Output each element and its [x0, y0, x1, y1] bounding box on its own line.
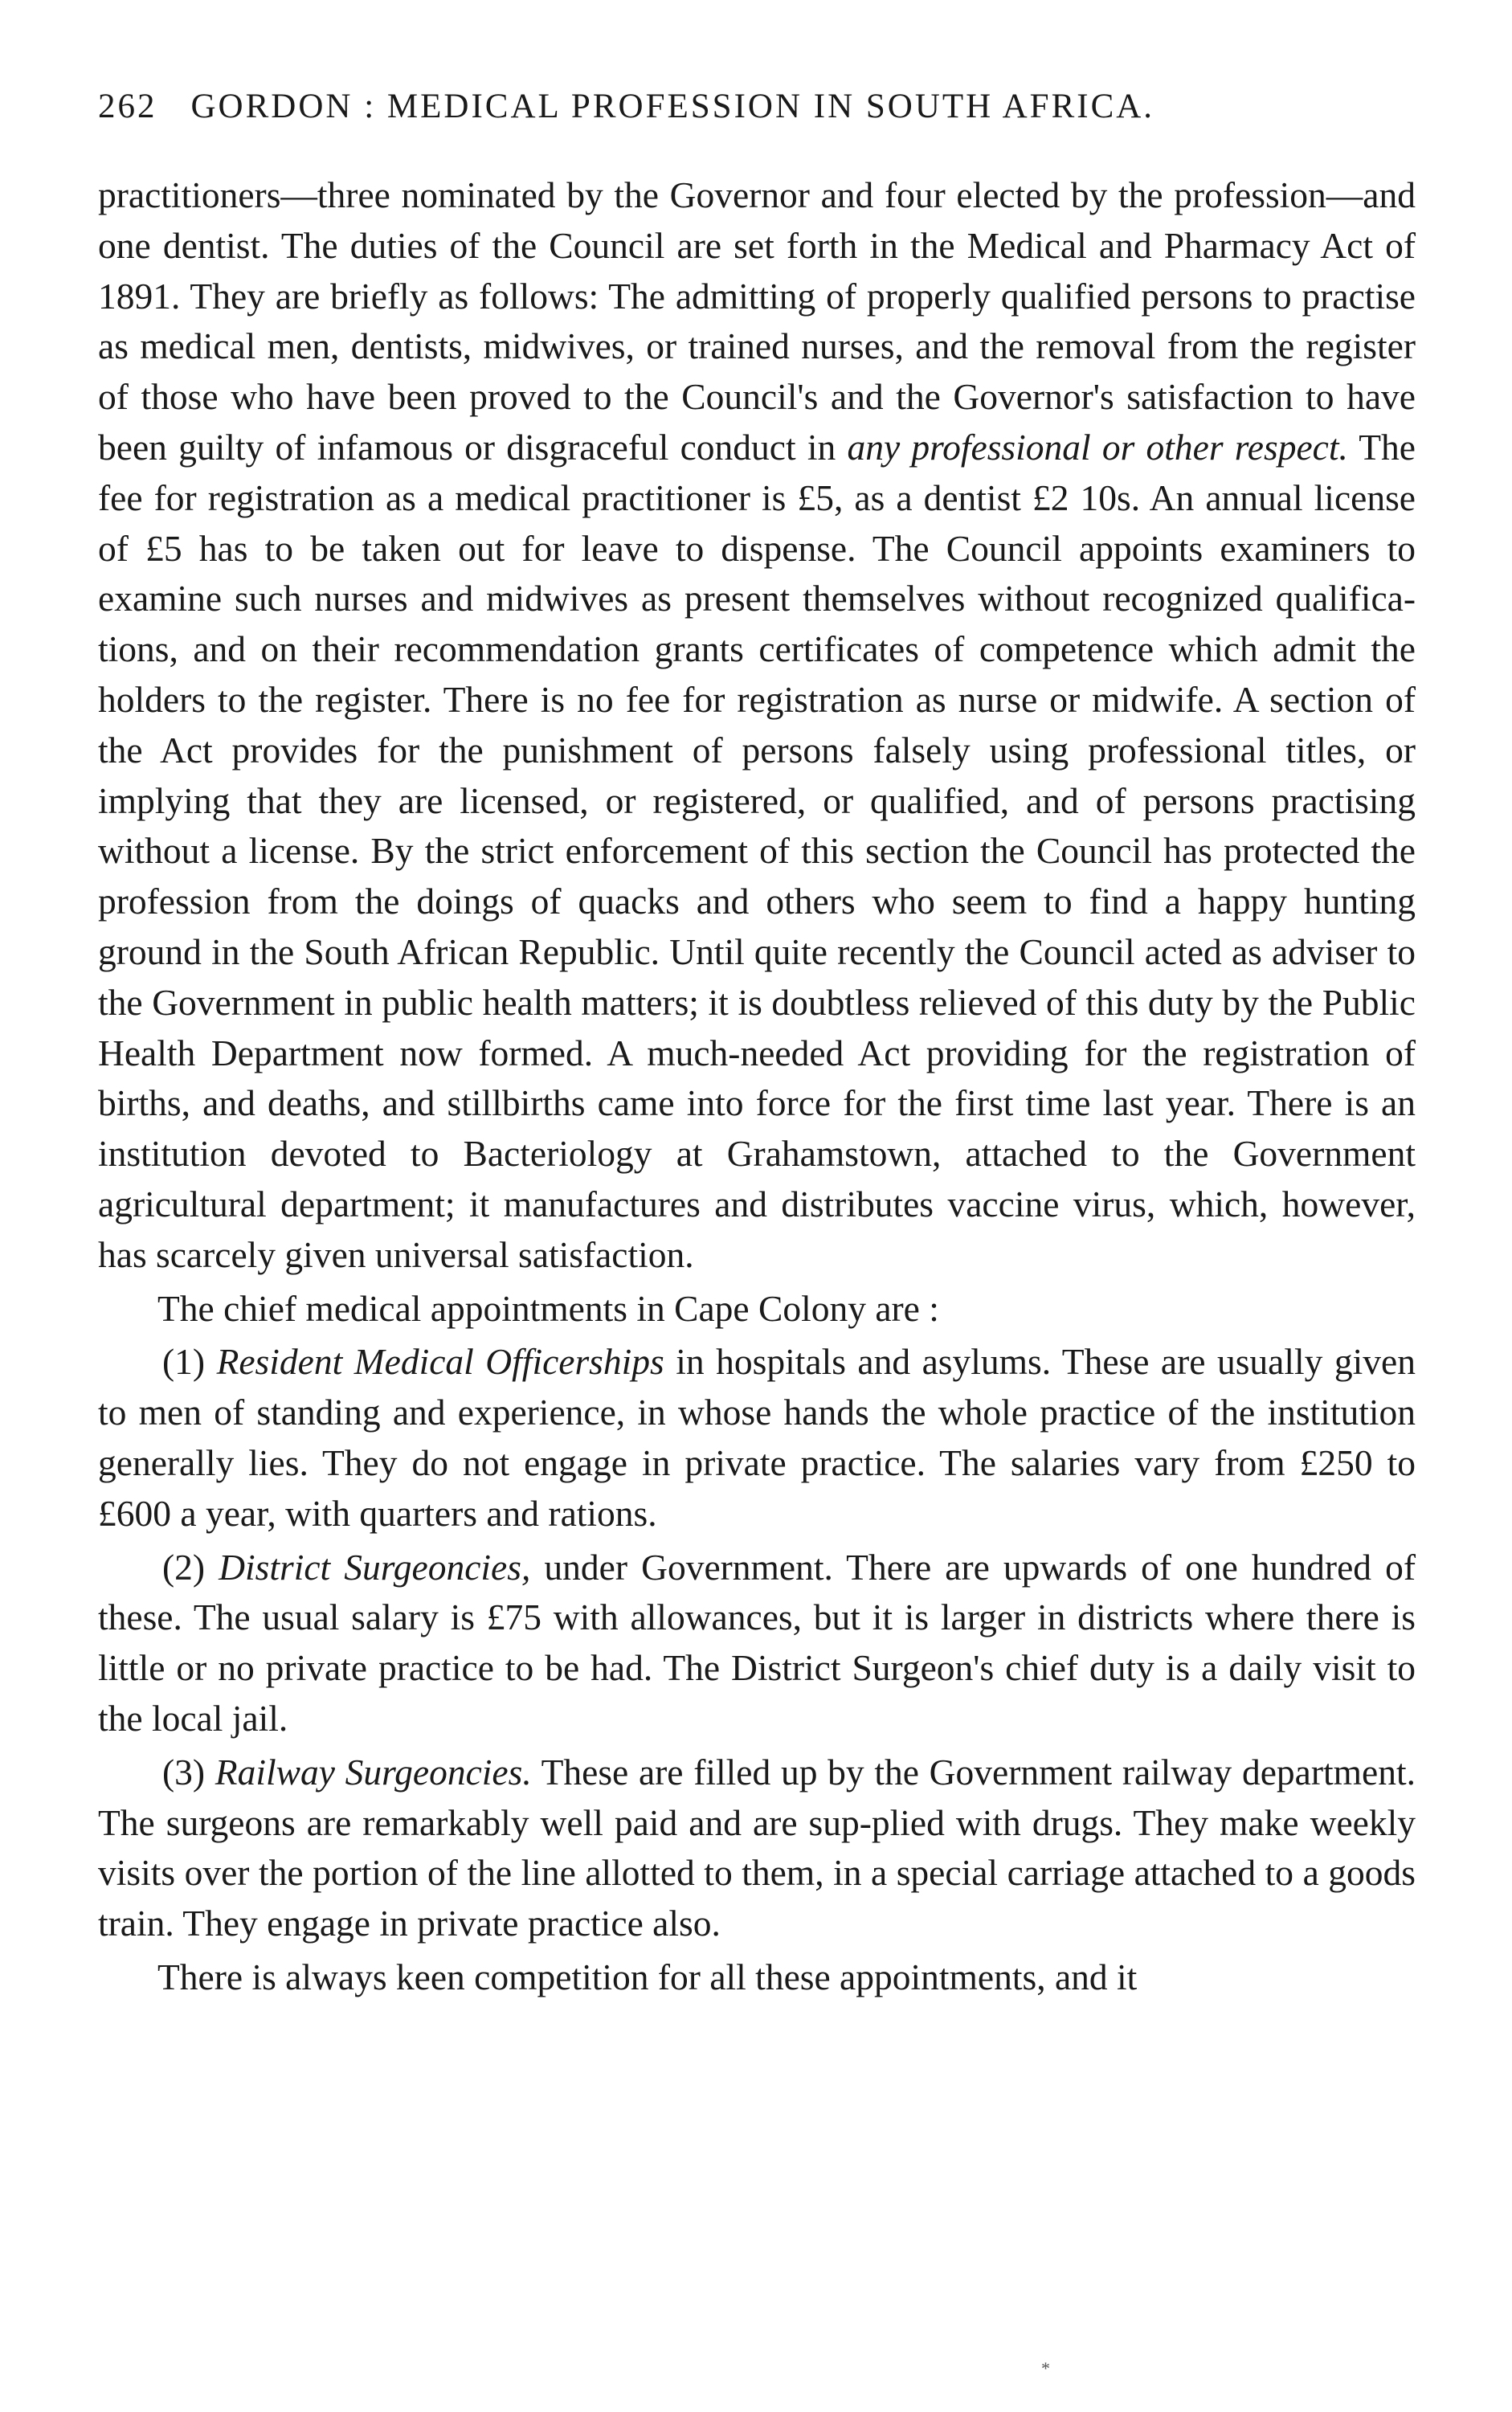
italic-emphasis: any professional or other respect. — [847, 426, 1348, 468]
paragraph-council-duties: practitioners—three nominated by the Governor and four elected by the profession—and one dentist. The duties of the Council are set forth in the Medical and Pharmacy Act of 1891. They are briefly as follows: The admitting of properly qualified persons to practise as medical men, dentists, midwives, or trained nurses, and the removal from the register of those who have been proved to the Council's and the Governor's satisfaction to have been guilty of infamous or disgraceful conduct in any professional or other respect. The fee for registration as a medical practitioner is £5, as a dentist £2 10s. An annual license of £5 has to be taken out for leave to dispense. The Council appoints examiners to examine such nurses and midwives as present themselves without recognized qualifica-tions, and on their recommendation grants certificates of competence which admit the holders to the register. There is no fee for registration as nurse or midwife. A section of the Act provides for the punishment of persons falsely using professional titles, or implying that they are licensed, or registered, or qualified, and of persons practising without a license. By the strict enforcement of this section the Council has protected the profession from the doings of quacks and others who seem to find a happy hunting ground in the South African Republic. Until quite recently the Council acted as adviser to the Government in public health matters; it is doubtless relieved of this duty by the Public Health Department now formed. A much-needed Act providing for the registration of births, and deaths, and stillbirths came into force for the first time last year. There is an institution devoted to Bacteriology at Grahamstown, attached to the Government agricultural department; it manufactures and distributes vaccine virus, which, however, has scarcely given universal satisfaction. — [98, 174, 1416, 1275]
list-item-railway-surgeoncies: (3) Railway Surgeoncies. These are filled up by the Government railway department. The surgeons are remarkably well paid and are sup-plied with drugs. They make weekly visits over the portion of the line allotted to them, in a special carriage attached to a goods train. They engage in private practice also. — [98, 1751, 1416, 1944]
item-title: Railway Surgeoncies. — [215, 1751, 532, 1793]
page-number: 262 — [98, 88, 157, 125]
item-title: Resident Medical Officerships — [216, 1341, 664, 1383]
item-title: District Surgeoncies, — [219, 1546, 531, 1588]
signature-mark: * — [1041, 2358, 1050, 2378]
paragraph-competition: There is always keen competition for all these appointments, and it — [157, 1956, 1138, 1997]
body-text — [98, 170, 1416, 2003]
running-header — [98, 87, 1416, 126]
running-title: GORDON : MEDICAL PROFESSION IN SOUTH AFRICA. — [190, 88, 1155, 125]
list-item-resident-officerships: (1) Resident Medical Officerships in hospitals and asylums. These are usually given to men of standing and experience, in whose hands the whole practice of the institution generally lies. They do not engage in private practice. The salaries vary from £250 to £600 a year, with quarters and rations. — [98, 1341, 1416, 1534]
paragraph-appointments-intro: The chief medical appointments in Cape Colony are : — [157, 1287, 939, 1329]
list-item-district-surgeoncies: (2) District Surgeoncies, under Government. There are upwards of one hundred of these. The usual salary is £75 with allowances, but it is larger in districts where there is little or no private practice to be had. The District Surgeon's chief duty is a daily visit to the local jail. — [98, 1546, 1416, 1739]
